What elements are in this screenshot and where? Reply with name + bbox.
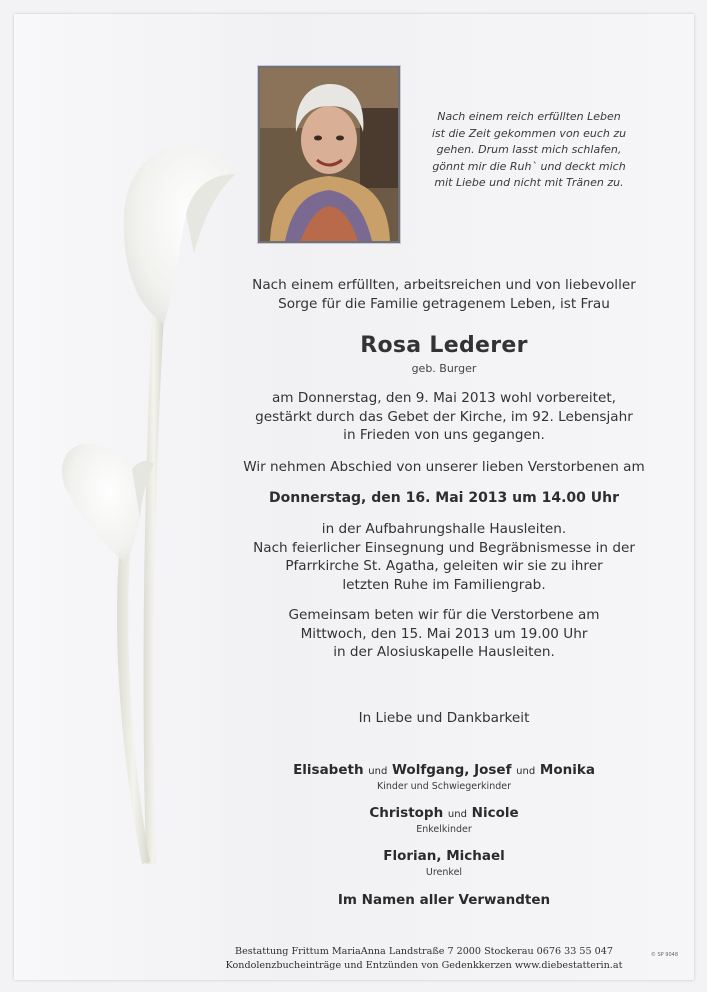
funeral-detail-line: Pfarrkirche St. Agatha, geleiten wir sie zu ihrer <box>285 558 603 574</box>
funeral-detail-line: in der Aufbahrungshalle Hausleiten. <box>321 521 567 537</box>
passing-line: in Frieden von uns gegangen. <box>343 427 545 443</box>
prayer-line: Gemeinsam beten wir für die Verstorbene am <box>288 607 600 623</box>
children-names: Elisabeth und Wolfgang, Josef und Monika <box>293 762 595 778</box>
footer-undertaker <box>204 945 644 972</box>
closing-text: In Liebe und Dankbarkeit <box>358 710 530 726</box>
grandchildren-role: Enkelkinder <box>416 824 472 835</box>
intro-line: Sorge für die Familie getragenem Leben, ist Frau <box>278 295 610 312</box>
corner-mark: © SP 9048 <box>650 952 678 958</box>
prayer-line: in der Alosiuskapelle Hausleiten. <box>333 644 555 660</box>
portrait-photo <box>258 66 400 243</box>
children-role: Kinder und Schwiegerkinder <box>376 781 512 792</box>
lower-lily <box>62 444 140 564</box>
intro-line: Nach einem erfüllten, arbeitsreichen und von liebevoller <box>252 277 636 293</box>
funeral-detail-line: Nach feierlicher Einsegnung und Begräbnismesse in der <box>253 539 635 556</box>
tall-stem <box>144 314 164 864</box>
footer-line: Kondolenzbucheinträge und Entzünden von Gedenkkerzen www.diebestatterin.at <box>225 959 623 971</box>
funeral-details <box>214 520 674 594</box>
poem <box>410 109 648 192</box>
great-grandchildren-names: Florian, Michael <box>383 848 505 864</box>
prayer-text <box>214 606 674 662</box>
birth-name: geb. Burger <box>411 362 477 375</box>
poem-line: gehen. Drum lasst mich schlafen, <box>436 143 622 156</box>
poem-line: mit Liebe und nicht mit Tränen zu. <box>434 176 624 189</box>
passing-line: gestärkt durch das Gebet der Kirche, im 92. Lebensjahr <box>255 408 633 425</box>
relatives-line: Im Namen aller Verwandten <box>337 892 551 908</box>
great-grandchildren-role: Urenkel <box>425 867 463 878</box>
footer-line: Bestattung Frittum MariaAnna Landstraße 7 2000 Stockerau 0676 33 55 047 <box>235 946 613 957</box>
poem-line: gönnt mir die Ruh` und deckt mich <box>432 159 626 173</box>
grandchildren-names: Christoph und Nicole <box>369 805 519 821</box>
passing-text <box>214 389 674 445</box>
intro-text <box>214 276 674 313</box>
funeral-date: Donnerstag, den 16. Mai 2013 um 14.00 Uhr <box>268 490 619 506</box>
deceased-name: Rosa Lederer <box>360 333 528 358</box>
poem-line: ist die Zeit gekommen von euch zu <box>431 126 627 140</box>
passing-line: am Donnerstag, den 9. Mai 2013 wohl vorbereitet, <box>271 390 617 406</box>
parte-page <box>14 14 694 980</box>
prayer-line: Mittwoch, den 15. Mai 2013 um 19.00 Uhr <box>300 625 588 642</box>
farewell-intro: Wir nehmen Abschied von unserer lieben Verstorbenen am <box>243 459 645 475</box>
funeral-detail-line: letzten Ruhe im Familiengrab. <box>342 576 546 593</box>
poem-line: Nach einem reich erfüllten Leben <box>437 110 621 123</box>
